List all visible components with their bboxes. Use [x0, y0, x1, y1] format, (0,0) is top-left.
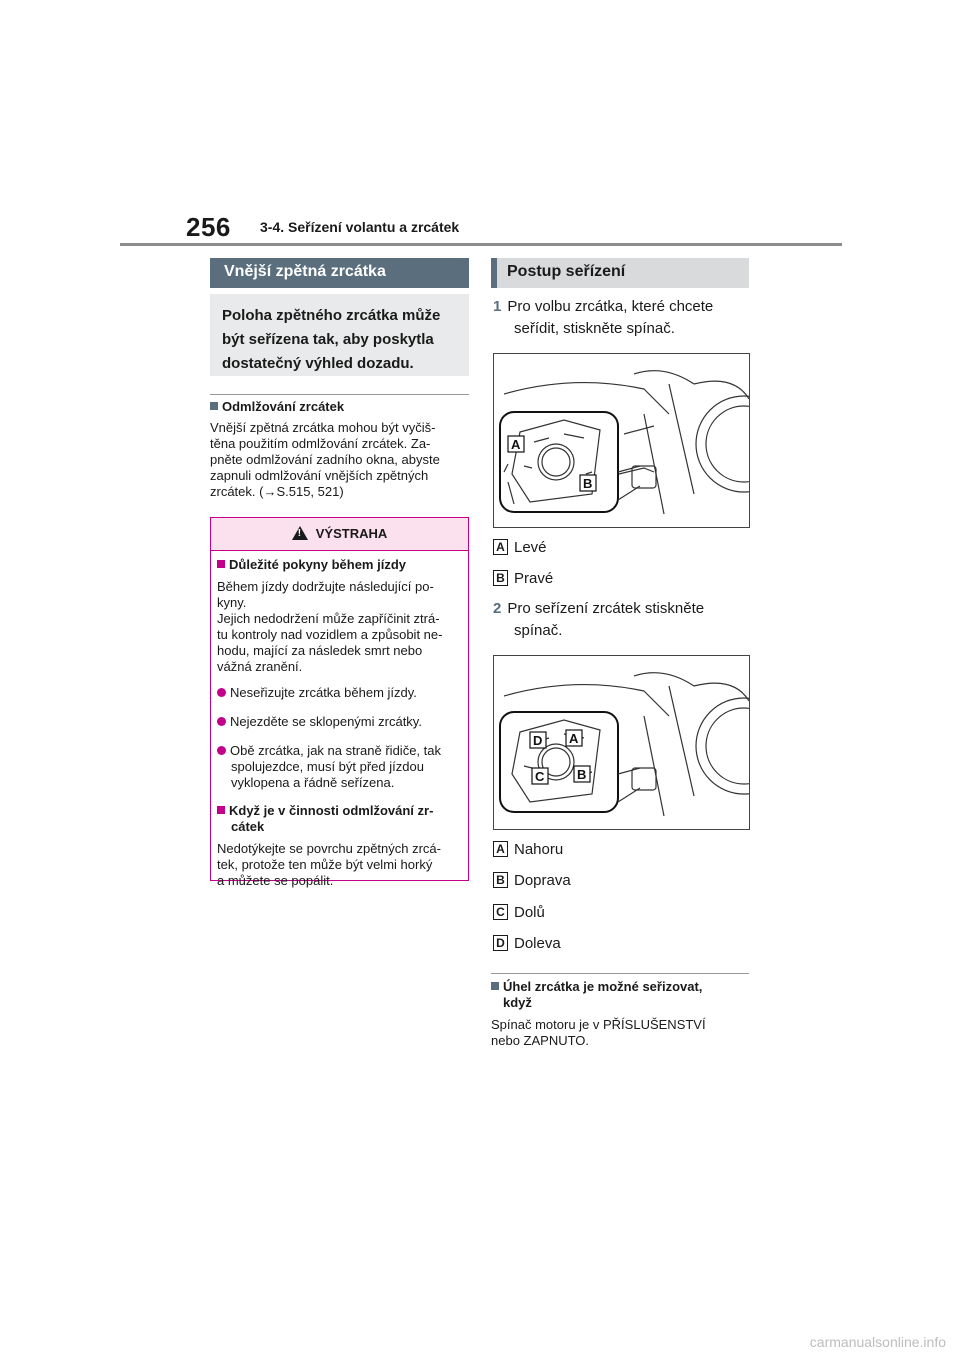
- warning-line: Nedotýkejte se povrchu zpětných zrcá-: [217, 841, 441, 856]
- figure-label-c: C: [535, 769, 545, 784]
- warning-line: tek, protože ten může být velmi horký: [217, 857, 433, 872]
- mirror-adjust-illustration: [494, 656, 749, 829]
- note-line: nebo ZAPNUTO.: [491, 1033, 590, 1048]
- warning-line: a můžete se popálit.: [217, 873, 334, 888]
- square-bullet-icon: [217, 560, 225, 568]
- defog-heading: Odmlžování zrcátek: [210, 399, 472, 415]
- divider: [210, 394, 469, 395]
- figure-label-b: B: [583, 476, 593, 491]
- dot-bullet-icon: [217, 746, 226, 755]
- square-bullet-icon: [217, 806, 225, 814]
- mirror-switch-illustration: [494, 354, 749, 527]
- warning-line: tu kontroly nad vozidlem a způsobit ne-: [217, 627, 443, 642]
- legend-right: B Pravé: [493, 570, 553, 588]
- warning-triangle-icon: !: [292, 526, 308, 540]
- warning-line: Jejich nedodržení může zapříčinit ztrá-: [217, 611, 440, 626]
- warning-box: [210, 517, 469, 888]
- warning-line: vážná zranění.: [217, 659, 303, 674]
- warning-content: [211, 557, 468, 889]
- intro-line: být seřízena tak, aby poskytla: [222, 331, 434, 348]
- watermark: carmanualsonline.info: [809, 1334, 946, 1350]
- warning-header: [211, 518, 468, 551]
- note-section: [491, 979, 753, 1049]
- warning-line: Během jízdy dodržujte následující po-: [217, 579, 434, 594]
- step-number: 2: [493, 600, 502, 617]
- defog-line: těna použitím odmlžování zrcátek. Za-: [210, 436, 431, 451]
- defog-section: [210, 399, 472, 500]
- legend-down: C Dolů: [493, 904, 545, 922]
- warning-heading-driving: Důležité pokyny během jízdy: [217, 557, 460, 573]
- defog-line: pněte odmlžování zadního okna, abyste: [210, 452, 440, 467]
- figure-label-b: B: [577, 767, 587, 782]
- note-line: Spínač motoru je v PŘÍSLUŠENSTVÍ: [491, 1017, 706, 1032]
- square-bullet-icon: [210, 402, 218, 410]
- intro-box: [210, 294, 469, 376]
- note-text: [491, 1017, 753, 1049]
- figure-mirror-adjust-switch: [493, 655, 750, 830]
- defog-line: Vnější zpětná zrcátka mohou být vyčiš-: [210, 420, 436, 435]
- warning-line: hodu, mající za následek smrt nebo: [217, 643, 423, 658]
- legend-left-dir: D Doleva: [493, 935, 561, 953]
- warning-bullet: Neseřizujte zrcátka během jízdy.: [217, 685, 460, 701]
- warning-text-driving: [217, 579, 460, 675]
- section-title-adjustment: Postup seřízení: [491, 258, 749, 288]
- defog-text: [210, 420, 472, 500]
- figure-label-a: A: [511, 437, 521, 452]
- step-number: 1: [493, 298, 502, 315]
- warning-bullet: Nejezděte se sklopenými zrcátky.: [217, 714, 460, 730]
- warning-title: VÝSTRAHA: [315, 526, 388, 541]
- warning-heading-defog: Když je v činnosti odmlžování zr- cátek: [217, 803, 460, 835]
- step-1: 1 Pro volbu zrcátka, které chcete seřídit, stiskněte spínač.: [493, 298, 714, 337]
- dot-bullet-icon: [217, 717, 226, 726]
- defog-line: zrcátek. (→S.515, 521): [210, 484, 344, 499]
- legend-right-dir: B Doprava: [493, 872, 571, 890]
- note-heading: Úhel zrcátka je možné seřizovat, když: [491, 979, 753, 1011]
- chapter-title: 3-4. Seřízení volantu a zrcátek: [260, 219, 460, 235]
- figure-mirror-select-switch: [493, 353, 750, 528]
- warning-bullet: Obě zrcátka, jak na straně řidiče, tak spolujezdce, musí být před jízdou vyklopena a řádně seřízena.: [217, 743, 460, 791]
- intro-line: dostatečný výhled dozadu.: [222, 355, 414, 372]
- figure-label-a: A: [569, 731, 579, 746]
- warning-text-defog: [217, 841, 460, 889]
- defog-line: zapnuli odmlžování vnějších zpětných: [210, 468, 429, 483]
- legend-left: A Levé: [493, 539, 547, 557]
- intro-line: Poloha zpětného zrcátka může: [222, 307, 441, 324]
- page-number: 256: [186, 212, 231, 242]
- legend-up: A Nahoru: [493, 841, 563, 859]
- figure-label-d: D: [533, 733, 543, 748]
- warning-line: kyny.: [217, 595, 247, 610]
- divider: [491, 973, 749, 974]
- square-bullet-icon: [491, 982, 499, 990]
- section-title-exterior-mirrors: Vnější zpětná zrcátka: [210, 258, 469, 288]
- step-2: 2 Pro seřízení zrcátek stiskněte spínač.: [493, 600, 705, 639]
- header-rule: [120, 243, 842, 246]
- dot-bullet-icon: [217, 688, 226, 697]
